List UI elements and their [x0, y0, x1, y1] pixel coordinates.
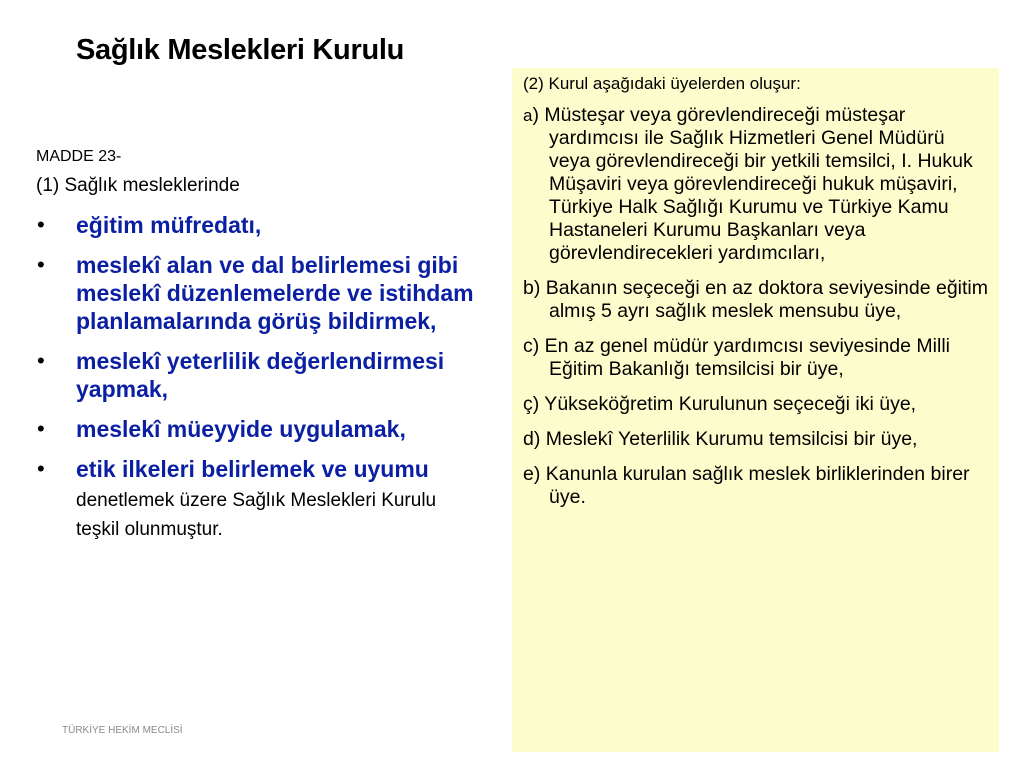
- article-column: [36, 148, 476, 554]
- duties-list: [36, 211, 476, 542]
- duty-text: eğitim müfredatı,: [76, 212, 262, 238]
- slide-title: Sağlık Meslekleri Kurulu: [76, 34, 405, 66]
- footer-text: TÜRKİYE HEKİM MECLİSİ: [62, 725, 183, 736]
- bullet-icon: •: [37, 212, 45, 237]
- bullet-icon: •: [37, 252, 45, 277]
- list-item: [523, 463, 991, 509]
- list-item: [523, 335, 991, 381]
- duty-text: meslekî müeyyide uygulamak,: [76, 416, 406, 442]
- list-item: [523, 428, 991, 451]
- duty-text: meslekî yeterlilik değerlendirmesi yapmak,: [76, 348, 445, 402]
- bullet-icon: •: [37, 456, 45, 481]
- member-text: c) En az genel müdür yardımcısı seviyesinde Milli Eğitim Bakanlığı temsilcisi bir üye,: [523, 335, 950, 380]
- list-item: [36, 347, 476, 403]
- article-number: MADDE 23-: [36, 148, 122, 165]
- duty-text: meslekî alan ve dal belirlemesi gibi meslekî düzenlemelerde ve istihdam planlamalarında görüş bildirmek,: [76, 252, 474, 334]
- list-item: [523, 104, 991, 265]
- list-item: [36, 251, 476, 335]
- list-item: [36, 211, 476, 239]
- duty-text-tail: denetlemek üzere Sağlık Meslekleri Kurulu teşkil olunmuştur.: [76, 490, 437, 540]
- list-item: [36, 455, 476, 542]
- list-item: [523, 393, 991, 416]
- member-text: d) Meslekî Yeterlilik Kurumu temsilcisi bir üye,: [523, 428, 918, 450]
- duty-text: etik ilkeleri belirlemek ve uyumu: [76, 456, 429, 482]
- list-item: [36, 415, 476, 443]
- member-text: b) Bakanın seçeceği en az doktora seviyesinde eğitim almış 5 ayrı sağlık meslek mensubu üye,: [523, 277, 989, 322]
- article-intro: (1) Sağlık mesleklerinde: [36, 175, 240, 196]
- list-item: [523, 277, 991, 323]
- member-text: e) Kanunla kurulan sağlık meslek birliklerinden birer üye.: [523, 463, 970, 508]
- members-list: [523, 104, 991, 509]
- member-mark: a: [523, 106, 533, 125]
- members-box: [512, 68, 999, 752]
- member-text: ) Müsteşar veya görevlendireceği müsteşar yardımcısı ile Sağlık Hizmetleri Genel Müdürü veya görevlendireceği bir yetkili temsilci, I. Hukuk Müşaviri veya görevlendireceği hukuk müşaviri, Türkiye Halk Sağlığı Kurumu ve Türkiye Kamu Hastaneleri Kurumu Başkanları veya görevlendirecekleri yardımcıları,: [532, 104, 973, 264]
- bullet-icon: •: [37, 348, 45, 373]
- members-intro: (2) Kurul aşağıdaki üyelerden oluşur:: [523, 74, 801, 93]
- member-text: ç) Yükseköğretim Kurulunun seçeceği iki üye,: [523, 393, 917, 415]
- bullet-icon: •: [37, 416, 45, 441]
